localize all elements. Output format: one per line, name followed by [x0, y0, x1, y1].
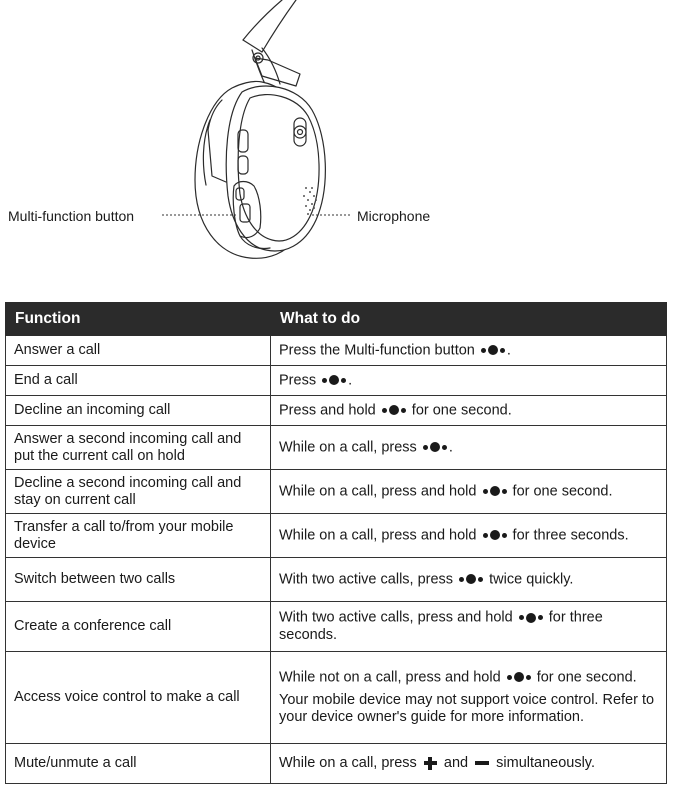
instruction-text: twice quickly. — [489, 571, 574, 588]
multi-function-button-icon — [322, 372, 346, 389]
multi-function-button-icon — [519, 609, 543, 626]
function-cell: Create a conference call — [6, 602, 271, 652]
function-cell: Answer a second incoming call and put the current call on hold — [6, 426, 271, 470]
multi-function-button-icon — [459, 571, 483, 588]
instruction-text: While on a call, press and hold — [279, 483, 477, 500]
function-cell: Switch between two calls — [6, 558, 271, 602]
header-function: Function — [6, 303, 271, 336]
instruction-text: . — [348, 372, 353, 389]
plus-icon — [424, 757, 437, 770]
callout-multi-function-button: Multi-function button — [8, 208, 135, 224]
instruction-text: for three seconds. — [279, 609, 603, 643]
function-cell: Access voice control to make a call — [6, 652, 271, 744]
instruction-text: While on a call, press — [279, 439, 417, 456]
table-row — [6, 514, 667, 558]
multi-function-button-icon — [507, 669, 531, 686]
instruction-text: While on a call, press — [279, 755, 417, 771]
instruction-text: and — [443, 755, 469, 771]
function-cell: Transfer a call to/from your mobile device — [6, 514, 271, 558]
instruction-cell — [271, 336, 667, 366]
instruction-text: While on a call, press and hold — [279, 527, 477, 544]
instruction-cell — [271, 396, 667, 426]
callout-microphone: Microphone — [357, 208, 431, 224]
function-cell: Answer a call — [6, 336, 271, 366]
function-cell: Decline a second incoming call and stay on current call — [6, 470, 271, 514]
minus-icon — [475, 761, 489, 765]
table-row — [6, 396, 667, 426]
instruction-text: With two active calls, press — [279, 571, 454, 588]
function-cell: Mute/unmute a call — [6, 744, 271, 784]
instruction-text: simultaneously. — [496, 755, 595, 771]
function-cell: Decline an incoming call — [6, 396, 271, 426]
multi-function-button-icon — [423, 439, 447, 456]
instruction-text: With two active calls, press and hold — [279, 609, 513, 626]
instruction-text: Press and hold — [279, 402, 376, 419]
instruction-cell — [271, 514, 667, 558]
instruction-cell — [271, 652, 667, 744]
instruction-cell — [271, 470, 667, 514]
instruction-text: Press the Multi-function button — [279, 342, 475, 359]
headphone-illustration — [0, 0, 675, 290]
table-row — [6, 558, 667, 602]
table-row — [6, 652, 667, 744]
table-row — [6, 426, 667, 470]
instruction-text: . — [506, 342, 511, 359]
instruction-text: . — [448, 439, 453, 456]
instruction-text: for one second. — [411, 402, 512, 419]
instruction-cell — [271, 558, 667, 602]
instruction-cell — [271, 366, 667, 396]
multi-function-button-icon — [483, 483, 507, 500]
table-row — [6, 744, 667, 784]
table-header-row — [6, 303, 667, 336]
instruction-text: for one second. — [512, 483, 613, 500]
table-row — [6, 470, 667, 514]
function-cell: End a call — [6, 366, 271, 396]
call-functions-table — [5, 302, 667, 784]
instruction-text: for three seconds. — [512, 527, 629, 544]
instruction-text: While not on a call, press and hold — [279, 669, 501, 686]
headphone-drawing — [0, 0, 675, 290]
voice-control-note: Your mobile device may not support voice control. Refer to your device owner's guide for more information. — [279, 692, 655, 726]
instruction-text: for one second. — [536, 669, 637, 686]
table-row — [6, 366, 667, 396]
multi-function-button-icon — [382, 402, 406, 419]
table-row — [6, 336, 667, 366]
multi-function-button-icon — [481, 342, 505, 359]
instruction-text: Press — [279, 372, 317, 389]
instruction-cell — [271, 602, 667, 652]
instruction-cell — [271, 426, 667, 470]
table-row — [6, 602, 667, 652]
instruction-cell — [271, 744, 667, 784]
header-what-to-do: What to do — [271, 303, 667, 336]
multi-function-button-icon — [483, 527, 507, 544]
